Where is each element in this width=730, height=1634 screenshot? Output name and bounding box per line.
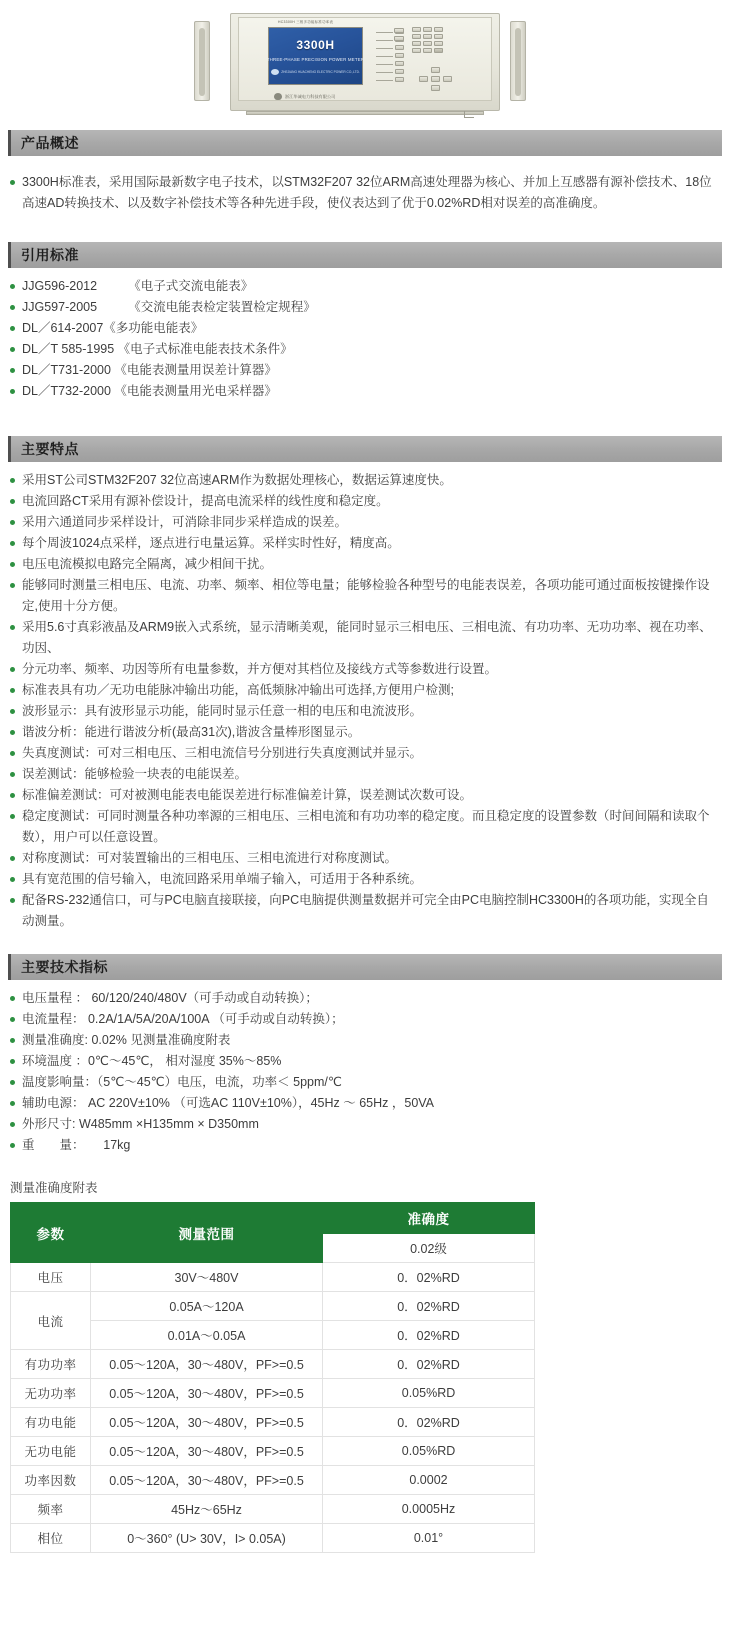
list-item: DL／614-2007《多功能电能表》 — [0, 318, 730, 339]
list-item: 测量准确度: 0.02% 见测量准确度附表 — [0, 1030, 730, 1051]
list-item: 能够同时测量三相电压、电流、功率、频率、相位等电量；能够检验各种型号的电能表误差，各项功能可通过面板按键操作设定,使用十分方便。 — [0, 575, 730, 617]
section-header-overview — [8, 130, 722, 156]
cell-accuracy: 0.0005Hz — [323, 1495, 535, 1524]
cell-range: 0.05～120A，30～480V，PF>=0.5 — [91, 1379, 323, 1408]
device-base — [246, 111, 484, 115]
cell-range: 30V～480V — [91, 1263, 323, 1292]
list-item: 辅助电源： AC 220V±10% （可选AC 110V±10%），45Hz ～ 65Hz ，50VA — [0, 1093, 730, 1114]
list-item: 失真度测试：可对三相电压、三相电流信号分别进行失真度测试并显示。 — [0, 743, 730, 764]
features-list — [0, 470, 730, 932]
section-title-specs: 主要技术指标 — [21, 959, 108, 975]
cell-param: 有功功率 — [11, 1350, 91, 1379]
cell-accuracy: 0.05%RD — [323, 1437, 535, 1466]
list-item: JJG597-2005 《交流电能表检定装置检定规程》 — [0, 297, 730, 318]
numeric-keypad — [412, 27, 443, 53]
specs-block — [0, 980, 730, 1162]
cell-range: 0.05～120A，30～480V，PF>=0.5 — [91, 1437, 323, 1466]
table-row — [11, 1408, 535, 1437]
list-item: 温度影响量：（5℃～45℃）电压，电流，功率＜ 5ppm/℃ — [0, 1072, 730, 1093]
list-item: 电流回路CT采用有源补偿设计，提高电流采样的线性度和稳定度。 — [0, 491, 730, 512]
header-accuracy: 准确度 — [323, 1203, 535, 1234]
table-row — [11, 1379, 535, 1408]
product-image — [0, 0, 730, 130]
keypad-key — [423, 48, 432, 53]
list-item: 采用ST公司STM32F207 32位高速ARM作为数据处理核心，数据运算速度快。 — [0, 470, 730, 491]
cell-accuracy: 0．02%RD — [323, 1350, 535, 1379]
table-header-row — [11, 1203, 535, 1234]
accuracy-table-body — [11, 1263, 535, 1553]
dpad-left-key — [419, 76, 428, 82]
list-item: 采用5.6寸真彩液晶及ARM9嵌入式系统，显示清晰美观，能同时显示三相电压、三相电流、有功功率、无功功率、视在功率、功因、 — [0, 617, 730, 659]
cell-param: 无功功率 — [11, 1379, 91, 1408]
list-item: 电流量程： 0.2A/1A/5A/20A/100A （可手动或自动转换）； — [0, 1009, 730, 1030]
device-stand-peg — [464, 111, 474, 118]
section-header-standards — [8, 242, 722, 268]
soft-key — [395, 45, 404, 50]
keypad-enter-key — [434, 48, 443, 53]
list-item: DL／T731-2000 《电能表测量用误差计算器》 — [0, 360, 730, 381]
header-accuracy-class: 0.02级 — [323, 1234, 535, 1263]
list-item: DL／T 585-1995 《电子式标准电能表技术条件》 — [0, 339, 730, 360]
section-title-features: 主要特点 — [21, 441, 79, 457]
cell-param: 相位 — [11, 1524, 91, 1553]
soft-key — [395, 77, 404, 82]
list-item: 标准表具有功／无功电能脉冲输出功能，高低频脉冲输出可选择,方便用户检测; — [0, 680, 730, 701]
keypad-key — [434, 41, 443, 46]
cell-accuracy: 0.0002 — [323, 1466, 535, 1495]
function-key-column — [394, 28, 404, 41]
list-item: 外形尺寸: W485mm ×H135mm × D350mm — [0, 1114, 730, 1135]
list-item: 波形显示：具有波形显示功能，能同时显示任意一相的电压和电流波形。 — [0, 701, 730, 722]
keypad-key — [412, 48, 421, 53]
device-illustration — [190, 11, 540, 119]
soft-key — [395, 53, 404, 58]
dpad-right-key — [443, 76, 452, 82]
list-item: 重 量： 17kg — [0, 1135, 730, 1156]
section-header-features — [8, 436, 722, 462]
table-row — [11, 1263, 535, 1292]
dpad-down-key — [431, 85, 440, 91]
keypad-key — [423, 41, 432, 46]
cell-param: 无功电能 — [11, 1437, 91, 1466]
accuracy-table-head — [11, 1203, 535, 1263]
cell-accuracy: 0．02%RD — [323, 1263, 535, 1292]
list-item: 具有宽范围的信号输入，电流回路采用单端子输入，可适用于各种系统。 — [0, 869, 730, 890]
table-row — [11, 1292, 535, 1321]
device-brand-footer — [274, 93, 335, 100]
list-item: 每个周波1024点采样，逐点进行电量运算。采样实时性好，精度高。 — [0, 533, 730, 554]
list-item: 采用六通道同步采样设计，可消除非同步采样造成的误差。 — [0, 512, 730, 533]
features-block — [0, 462, 730, 938]
list-item: 环境温度 ：0℃～45℃， 相对湿度 35%～85% — [0, 1051, 730, 1072]
cell-param: 频率 — [11, 1495, 91, 1524]
list-item: 分元功率、频率、功因等所有电量参数，并方便对其档位及接线方式等参数进行设置。 — [0, 659, 730, 680]
display-model-text: 3300H — [296, 37, 335, 52]
accuracy-table-caption: 测量准确度附表 — [10, 1181, 98, 1195]
keypad-key — [434, 34, 443, 39]
keypad-key — [412, 41, 421, 46]
keypad-key — [423, 27, 432, 32]
keypad-key — [423, 34, 432, 39]
header-range: 测量范围 — [91, 1203, 323, 1263]
function-key — [394, 28, 404, 33]
header-param: 参数 — [11, 1203, 91, 1263]
section-title-overview: 产品概述 — [21, 135, 79, 151]
keypad-key — [412, 34, 421, 39]
cell-range: 0.05～120A，30～480V，PF>=0.5 — [91, 1466, 323, 1495]
specs-list — [0, 988, 730, 1156]
cell-accuracy: 0．02%RD — [323, 1292, 535, 1321]
standards-block — [0, 268, 730, 408]
device-display — [268, 27, 363, 85]
soft-key — [395, 69, 404, 74]
device-top-label: HC3300H 三相多功能标准功率表 — [278, 20, 334, 24]
cell-param: 电流 — [11, 1292, 91, 1350]
list-item: 谐波分析：能进行谐波分析(最高31次),谐波含量棒形图显示。 — [0, 722, 730, 743]
direction-pad — [418, 67, 454, 93]
accuracy-table — [10, 1202, 535, 1553]
overview-block — [0, 156, 730, 220]
list-item: 稳定度测试：可同时测量各种功率源的三相电压、三相电流和有功功率的稳定度。而且稳定度的设置参数（时间间隔和读取个数），用户可以任意设置。 — [0, 806, 730, 848]
cell-range: 0～360° (U> 30V，I> 0.05A) — [91, 1524, 323, 1553]
display-brand — [271, 69, 360, 75]
list-item: 3300H标准表，采用国际最新数字电子技术，以STM32F207 32位ARM高速处理器为核心、并加上互感器有源补偿技术、18位高速AD转换技术、以及数字补偿技术等各种先进手段，使仪表达到了优于0.02%RD相对误差的高准确度。 — [0, 172, 730, 214]
function-key — [394, 36, 404, 41]
brand-logo-icon — [271, 69, 279, 75]
list-item: 标准偏差测试：可对被测电能表电能误差进行标准偏差计算，误差测试次数可设。 — [0, 785, 730, 806]
cell-range: 0.01A～0.05A — [91, 1321, 323, 1350]
table-row — [11, 1437, 535, 1466]
keypad-key — [412, 27, 421, 32]
company-name-text: 浙江华诚电力科技有限公司 — [285, 93, 336, 99]
cell-range: 0.05～120A，30～480V，PF>=0.5 — [91, 1350, 323, 1379]
cell-range: 45Hz～65Hz — [91, 1495, 323, 1524]
display-subtitle-text: THREE-PHASE PRECISION POWER METER — [266, 56, 365, 62]
dpad-center-key — [431, 76, 440, 82]
dpad-up-key — [431, 67, 440, 73]
section-header-specs — [8, 954, 722, 980]
cell-accuracy: 0．02%RD — [323, 1321, 535, 1350]
cell-range: 0.05～120A，30～480V，PF>=0.5 — [91, 1408, 323, 1437]
standards-list — [0, 276, 730, 402]
table-row — [11, 1495, 535, 1524]
table-row — [11, 1524, 535, 1553]
cell-accuracy: 0．02%RD — [323, 1408, 535, 1437]
list-item: 电压电流模拟电路完全隔离，减少相间干扰。 — [0, 554, 730, 575]
keypad-key — [434, 27, 443, 32]
table-row — [11, 1350, 535, 1379]
rack-ear-right — [510, 21, 526, 101]
section-title-standards: 引用标准 — [21, 247, 79, 263]
cell-param: 电压 — [11, 1263, 91, 1292]
soft-key — [395, 61, 404, 66]
cell-range: 0.05A～120A — [91, 1292, 323, 1321]
cell-param: 有功电能 — [11, 1408, 91, 1437]
cell-accuracy: 0.01° — [323, 1524, 535, 1553]
rack-ear-left — [194, 21, 210, 101]
cell-accuracy: 0.05%RD — [323, 1379, 535, 1408]
list-item: 对称度测试：可对装置输出的三相电压、三相电流进行对称度测试。 — [0, 848, 730, 869]
list-item: 误差测试：能够检验一块表的电能误差。 — [0, 764, 730, 785]
list-item: DL／T732-2000 《电能表测量用光电采样器》 — [0, 381, 730, 402]
cell-param: 功率因数 — [11, 1466, 91, 1495]
display-brand-text: ZHEJIANG HUACHENG ELECTRIC POWER CO.,LTD. — [281, 69, 360, 74]
table-row — [11, 1466, 535, 1495]
list-item: 电压量程 ： 60/120/240/480V（可手动或自动转换）； — [0, 988, 730, 1009]
list-item: JJG596-2012 《电子式交流电能表》 — [0, 276, 730, 297]
company-logo-icon — [274, 93, 282, 100]
overview-list — [0, 172, 730, 214]
list-item: 配备RS-232通信口，可与PC电脑直接联接，向PC电脑提供测量数据并可完全由PC电脑控制HC3300H的各项功能，实现全自动测量。 — [0, 890, 730, 932]
